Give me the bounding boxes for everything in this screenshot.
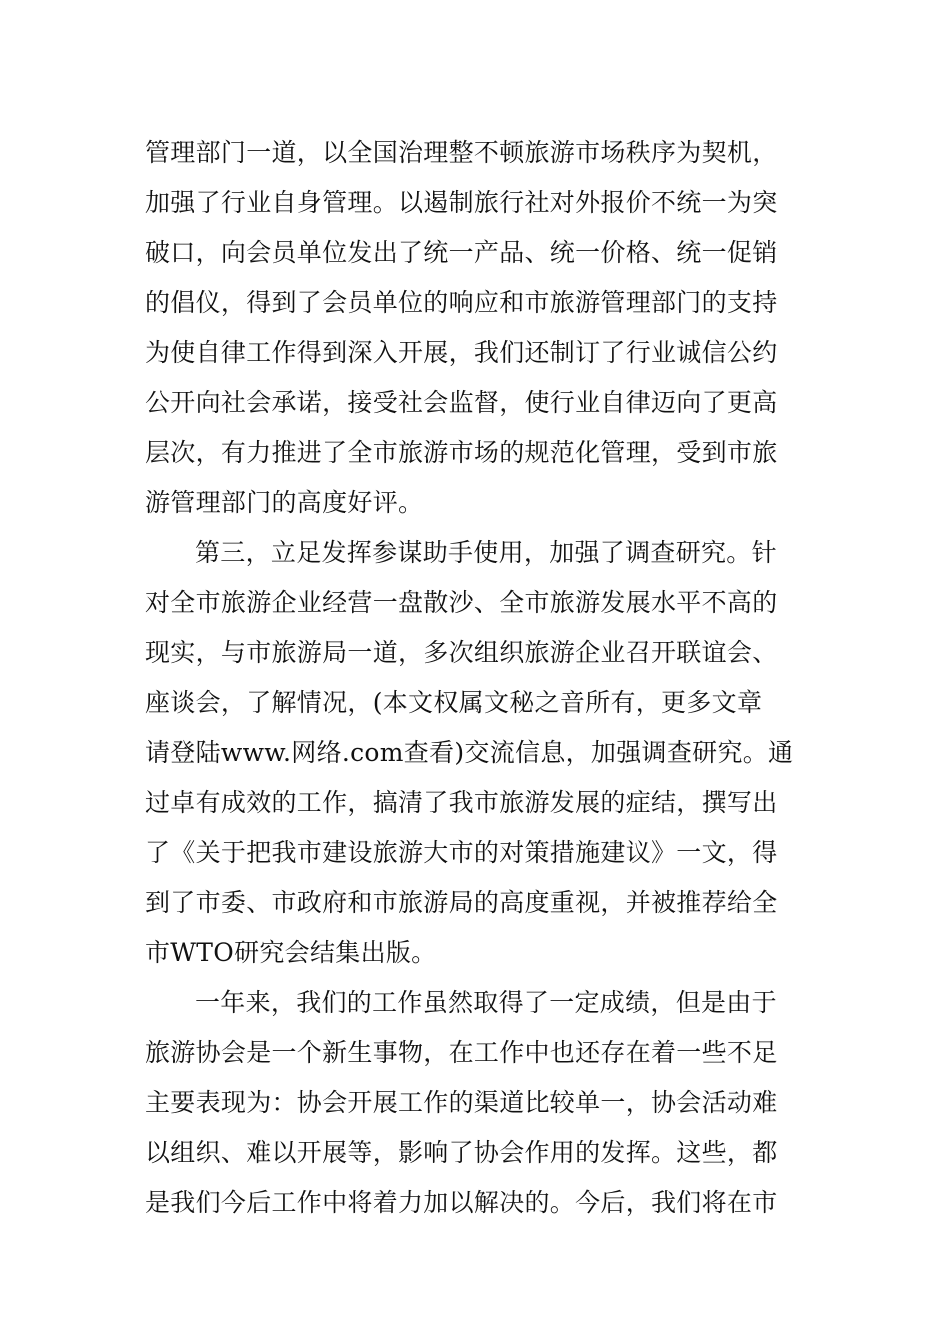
text-line: 破口，向会员单位发出了统一产品、统一价格、统一促销 bbox=[145, 238, 778, 267]
paragraph-start-line: 第三，立足发挥参谋助手使用，加强了调查研究。针 bbox=[195, 538, 777, 567]
text-line: 座谈会，了解情况，(本文权属文秘之音所有，更多文章 bbox=[145, 688, 763, 717]
text-line: 管理部门一道，以全国治理整不顿旅游市场秩序为契机， bbox=[145, 138, 778, 167]
text-line: 为使自律工作得到深入开展，我们还制订了行业诚信公约 bbox=[145, 338, 778, 367]
text-line: 旅游协会是一个新生事物，在工作中也还存在着一些不足 bbox=[145, 1038, 778, 1067]
text-line: 现实，与市旅游局一道，多次组织旅游企业召开联谊会、 bbox=[145, 638, 778, 667]
text-line: 游管理部门的高度好评。 bbox=[145, 488, 424, 517]
text-line: 主要表现为：协会开展工作的渠道比较单一，协会活动难 bbox=[145, 1088, 778, 1117]
body-text bbox=[145, 128, 805, 1228]
text-line: 以组织、难以开展等，影响了协会作用的发挥。这些，都 bbox=[145, 1138, 778, 1167]
text-line: 了《关于把我市建设旅游大市的对策措施建议》一文，得 bbox=[145, 838, 778, 867]
text-line: 请登陆www.网络.com查看)交流信息，加强调查研究。通 bbox=[145, 738, 794, 767]
text-line: 层次，有力推进了全市旅游市场的规范化管理，受到市旅 bbox=[145, 438, 778, 467]
text-line: 是我们今后工作中将着力加以解决的。今后，我们将在市 bbox=[145, 1188, 778, 1217]
paragraph-start-line: 一年来，我们的工作虽然取得了一定成绩，但是由于 bbox=[195, 988, 777, 1017]
text-line: 过卓有成效的工作，搞清了我市旅游发展的症结，撰写出 bbox=[145, 788, 778, 817]
text-line: 对全市旅游企业经营一盘散沙、全市旅游发展水平不高的 bbox=[145, 588, 778, 617]
text-line: 到了市委、市政府和市旅游局的高度重视，并被推荐给全 bbox=[145, 888, 778, 917]
text-line: 市WTO研究会结集出版。 bbox=[145, 938, 437, 967]
text-line: 公开向社会承诺，接受社会监督，使行业自律迈向了更高 bbox=[145, 388, 778, 417]
text-line: 加强了行业自身管理。以遏制旅行社对外报价不统一为突 bbox=[145, 188, 778, 217]
text-line: 的倡仪，得到了会员单位的响应和市旅游管理部门的支持 bbox=[145, 288, 778, 317]
